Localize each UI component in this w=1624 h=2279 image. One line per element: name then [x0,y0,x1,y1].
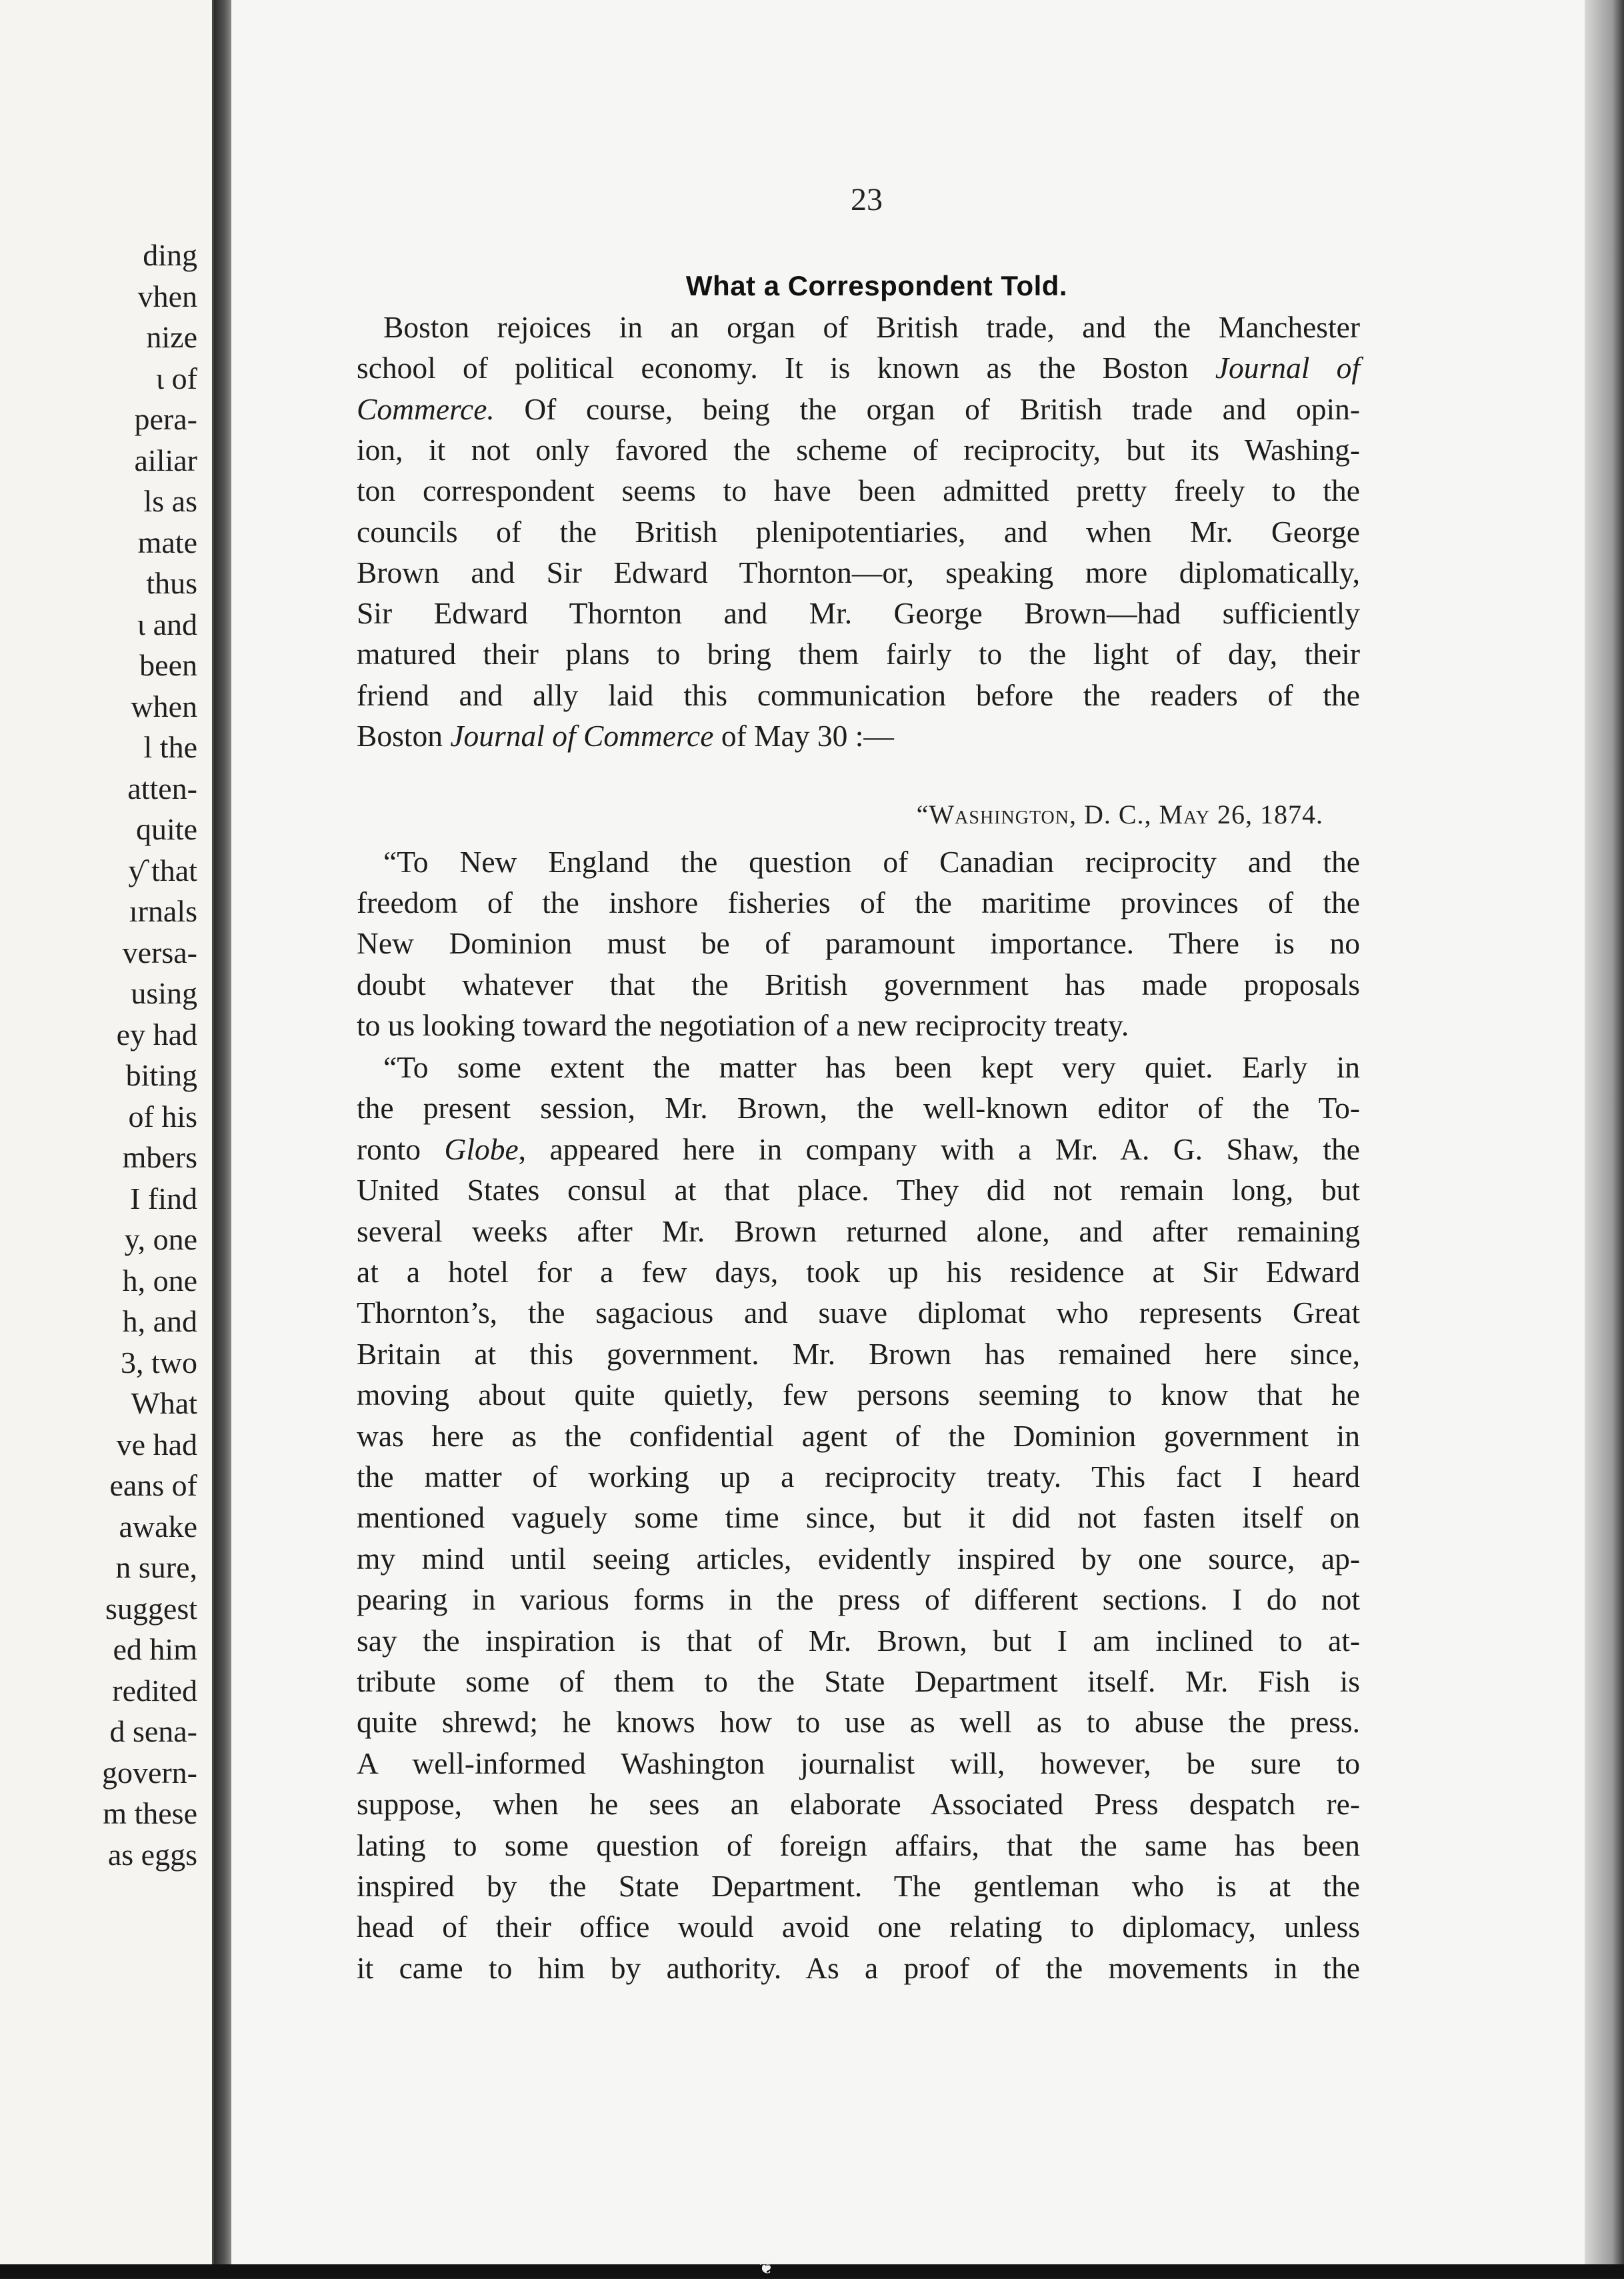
facing-page-line: ailiar [134,443,197,477]
ornament-mark: ❦ [759,2258,775,2278]
text-line: suppose, when he sees an elaborate Associated Press despatch re- [357,1787,1360,1822]
text-line: to us looking toward the negotiation of a new reciprocity treaty. [357,1007,1129,1042]
book-gutter [214,0,231,2278]
text-line: Brown and Sir Edward Thornton—or, speaking more diplomatically, [357,555,1360,589]
facing-page-line: ed him [113,1632,197,1666]
facing-page-line: I find [130,1181,197,1216]
text-line: Thornton’s, the sagacious and suave diplomat who represents Great [357,1296,1360,1330]
facing-page-line: ƴ that [128,853,197,887]
text-line: lating to some question of foreign affairs, that the same has been [357,1828,1360,1862]
facing-page-line: thus [146,566,197,600]
section-heading: What a Correspondent Told. [685,270,1068,301]
text-line: ronto Globe, appeared here in company with a Mr. A. G. Shaw, the [357,1131,1360,1166]
text-line: matured their plans to bring them fairly to the light of day, their [357,637,1360,671]
facing-page-line: ι of [155,361,197,395]
facing-page-line: awake [119,1509,197,1544]
facing-page-line: vhen [137,279,197,313]
facing-page-line: n sure, [115,1550,197,1584]
text-line: ton correspondent seems to have been admitted pretty freely to the [357,473,1360,508]
text-line: Commerce. Of course, being the organ of British trade and opin- [357,391,1360,426]
facing-page-line: suggest [105,1591,197,1626]
facing-page-line: ls as [143,484,197,518]
text-line: my mind until seeing articles, evidently inspired by one source, ap- [357,1541,1360,1576]
text-line: several weeks after Mr. Brown returned alone, and after remaining [357,1214,1360,1248]
facing-page-line: quite [136,812,197,846]
text-line: friend and ally laid this communication before the readers of the [357,677,1360,712]
facing-page-line: d sena- [109,1714,197,1748]
text-line: “To some extent the matter has been kept very quiet. Early in [383,1050,1360,1084]
facing-page-line: as eggs [107,1837,197,1872]
text-line: quite shrewd; he knows how to use as well as to abuse the press. [357,1705,1360,1740]
text-line: was here as the confidential agent of the Dominion government in [357,1418,1360,1453]
text-line: pearing in various forms in the press of different sections. I do not [357,1582,1360,1617]
text-line: head of their office would avoid one relating to diplomacy, unless [357,1910,1360,1944]
facing-page-line: y, one [124,1222,197,1256]
facing-page-line: using [131,976,197,1010]
dateline: “Washington, D. C., May 26, 1874. [916,799,1323,829]
text-line: doubt whatever that the British government has made proposals [357,967,1360,1001]
text-line: United States consul at that place. They did not remain long, but [357,1173,1360,1208]
facing-page-line: What [131,1386,197,1420]
text-line: councils of the British plenipotentiaries, and when Mr. George [357,514,1360,549]
facing-page-line: ey had [116,1017,197,1051]
facing-page-line: redited [112,1673,197,1708]
facing-page-line: of his [128,1099,197,1133]
text-line: it came to him by authority. As a proof of the movements in the [357,1950,1360,1985]
text-line: moving about quite quietly, few persons seeming to know that he [357,1378,1360,1412]
facing-page-line: ι and [137,607,197,641]
facing-page-line: govern- [101,1755,197,1790]
facing-page-line: ding [143,238,197,272]
text-line: A well-informed Washington journalist will, however, be sure to [357,1746,1360,1780]
facing-page-line: when [131,689,197,723]
facing-page-line: atten- [127,771,197,805]
text-line: mentioned vaguely some time since, but it did not fasten itself on [357,1500,1360,1535]
facing-page-line: l the [143,730,197,764]
text-line: “To New England the question of Canadian reciprocity and the [383,845,1360,879]
text-line: inspired by the State Department. The gentleman who is at the [357,1869,1360,1903]
text-line: school of political economy. It is known as the Boston Journal of [357,351,1361,385]
facing-page-line: m these [103,1796,197,1830]
scan-border [0,2264,1624,2278]
facing-page-line: mbers [122,1140,197,1174]
text-line: tribute some of them to the State Department itself. Mr. Fish is [357,1664,1360,1698]
page-number: 23 [851,182,883,217]
text-line: Boston Journal of Commerce of May 30 :— [357,719,894,753]
facing-page-line: biting [125,1058,197,1092]
facing-page-line: nize [146,320,197,354]
text-line: at a hotel for a few days, took up his residence at Sir Edward [357,1255,1360,1289]
facing-page-line: versa- [122,935,197,969]
text-line: ion, it not only favored the scheme of reciprocity, but its Washing- [357,432,1360,467]
text-line: the matter of working up a reciprocity treaty. This fact I heard [357,1460,1360,1494]
facing-page [0,0,214,2278]
facing-page-line: been [139,648,197,682]
text-line: Britain at this government. Mr. Brown has remained here since, [357,1336,1360,1371]
facing-page-line: 3, two [121,1345,197,1380]
text-line: freedom of the inshore fisheries of the maritime provinces of the [357,885,1360,920]
text-line: Boston rejoices in an organ of British trade, and the Manchester [383,310,1360,344]
facing-page-line: mate [137,525,197,559]
page-edge [1585,0,1624,2278]
text-line: the present session, Mr. Brown, the well-known editor of the To- [357,1091,1360,1125]
facing-page-line: pera- [134,402,197,436]
text-line: say the inspiration is that of Mr. Brown, but I am inclined to at- [357,1623,1360,1658]
facing-page-line: ve had [116,1427,197,1462]
facing-page-line: h, one [122,1263,197,1298]
facing-page-line: h, and [122,1304,197,1338]
text-line: New Dominion must be of paramount importance. There is no [357,926,1360,961]
facing-page-line: eans of [109,1468,197,1502]
text-line: Sir Edward Thornton and Mr. George Brown—had sufficiently [357,596,1360,631]
facing-page-line: ırnals [129,894,197,928]
